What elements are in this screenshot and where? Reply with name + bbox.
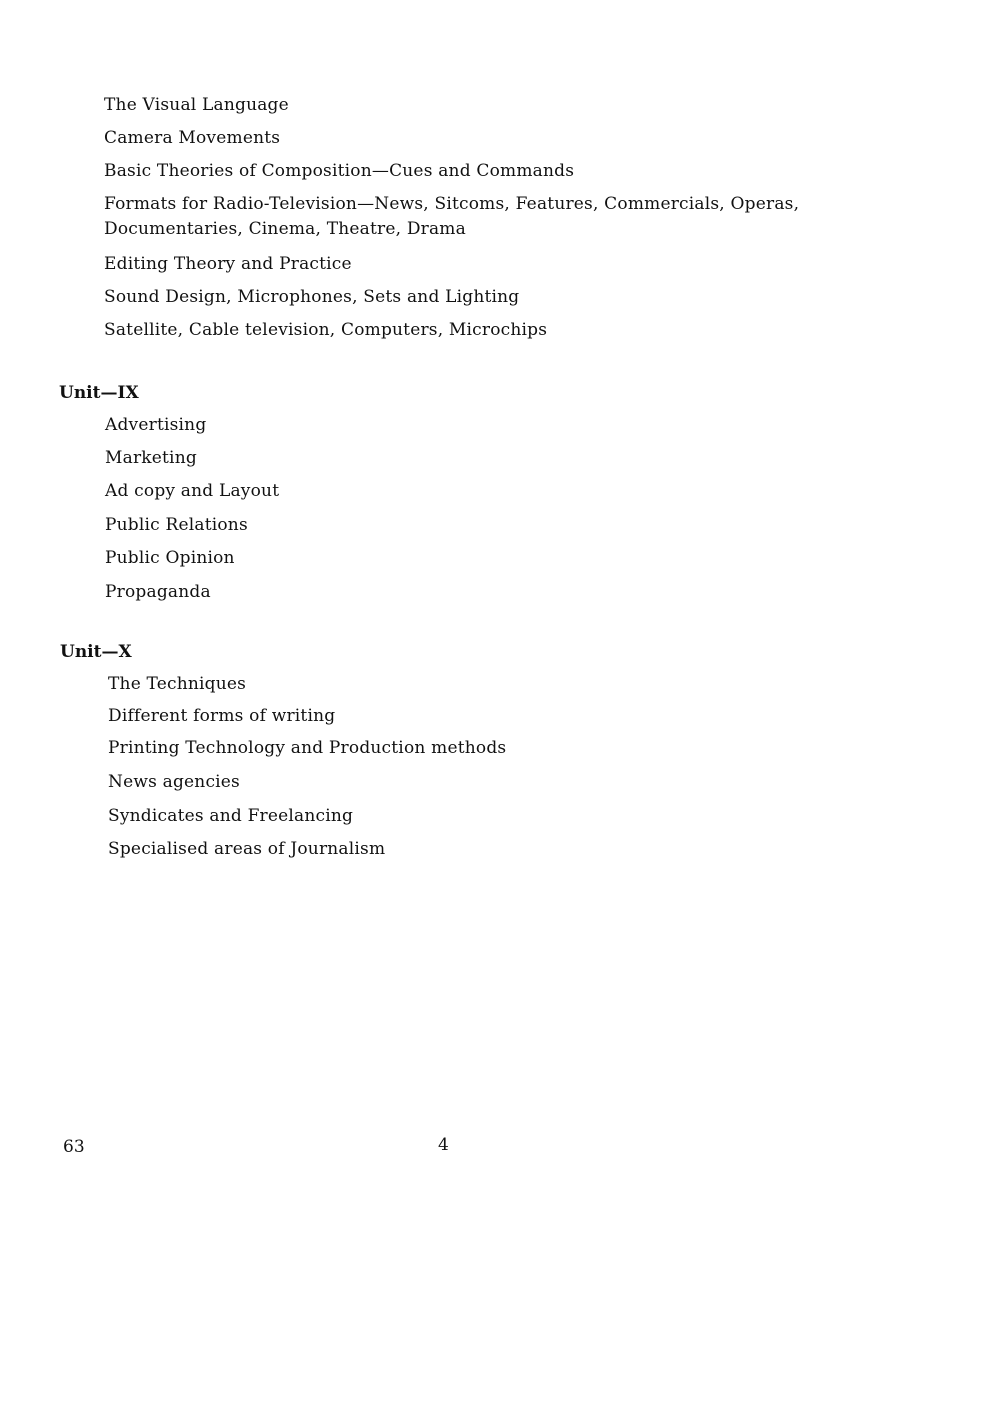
topic-item: Different forms of writing bbox=[108, 706, 336, 726]
unit-heading: Unit—IX bbox=[59, 383, 139, 403]
topic-item: Syndicates and Freelancing bbox=[108, 806, 354, 826]
topic-item: Ad copy and Layout bbox=[105, 481, 280, 501]
topic-item: Printing Technology and Production methods bbox=[108, 738, 507, 758]
page-number: 4 bbox=[438, 1135, 449, 1155]
topic-item: Camera Movements bbox=[104, 128, 281, 148]
topic-item: Formats for Radio-Television—News, Sitcoms, Features, Commercials, Operas, bbox=[104, 194, 800, 214]
topic-item: The Techniques bbox=[108, 674, 247, 694]
topic-item: Public Relations bbox=[105, 515, 248, 535]
topic-item: The Visual Language bbox=[104, 95, 289, 115]
topic-item: Advertising bbox=[105, 415, 207, 435]
topic-item: Public Opinion bbox=[105, 548, 235, 568]
footer-left-number: 63 bbox=[63, 1137, 85, 1157]
topic-item: Basic Theories of Composition—Cues and Commands bbox=[104, 161, 575, 181]
topic-item: Editing Theory and Practice bbox=[104, 254, 352, 274]
topic-item-continuation: Documentaries, Cinema, Theatre, Drama bbox=[104, 219, 466, 239]
topic-item: Satellite, Cable television, Computers, Microchips bbox=[104, 320, 548, 340]
topic-item: Propaganda bbox=[105, 582, 211, 602]
topic-item: Sound Design, Microphones, Sets and Lighting bbox=[104, 287, 520, 307]
topic-item: Marketing bbox=[105, 448, 197, 468]
topic-item: News agencies bbox=[108, 772, 240, 792]
topic-item: Specialised areas of Journalism bbox=[108, 839, 386, 859]
unit-heading: Unit—X bbox=[60, 642, 132, 662]
